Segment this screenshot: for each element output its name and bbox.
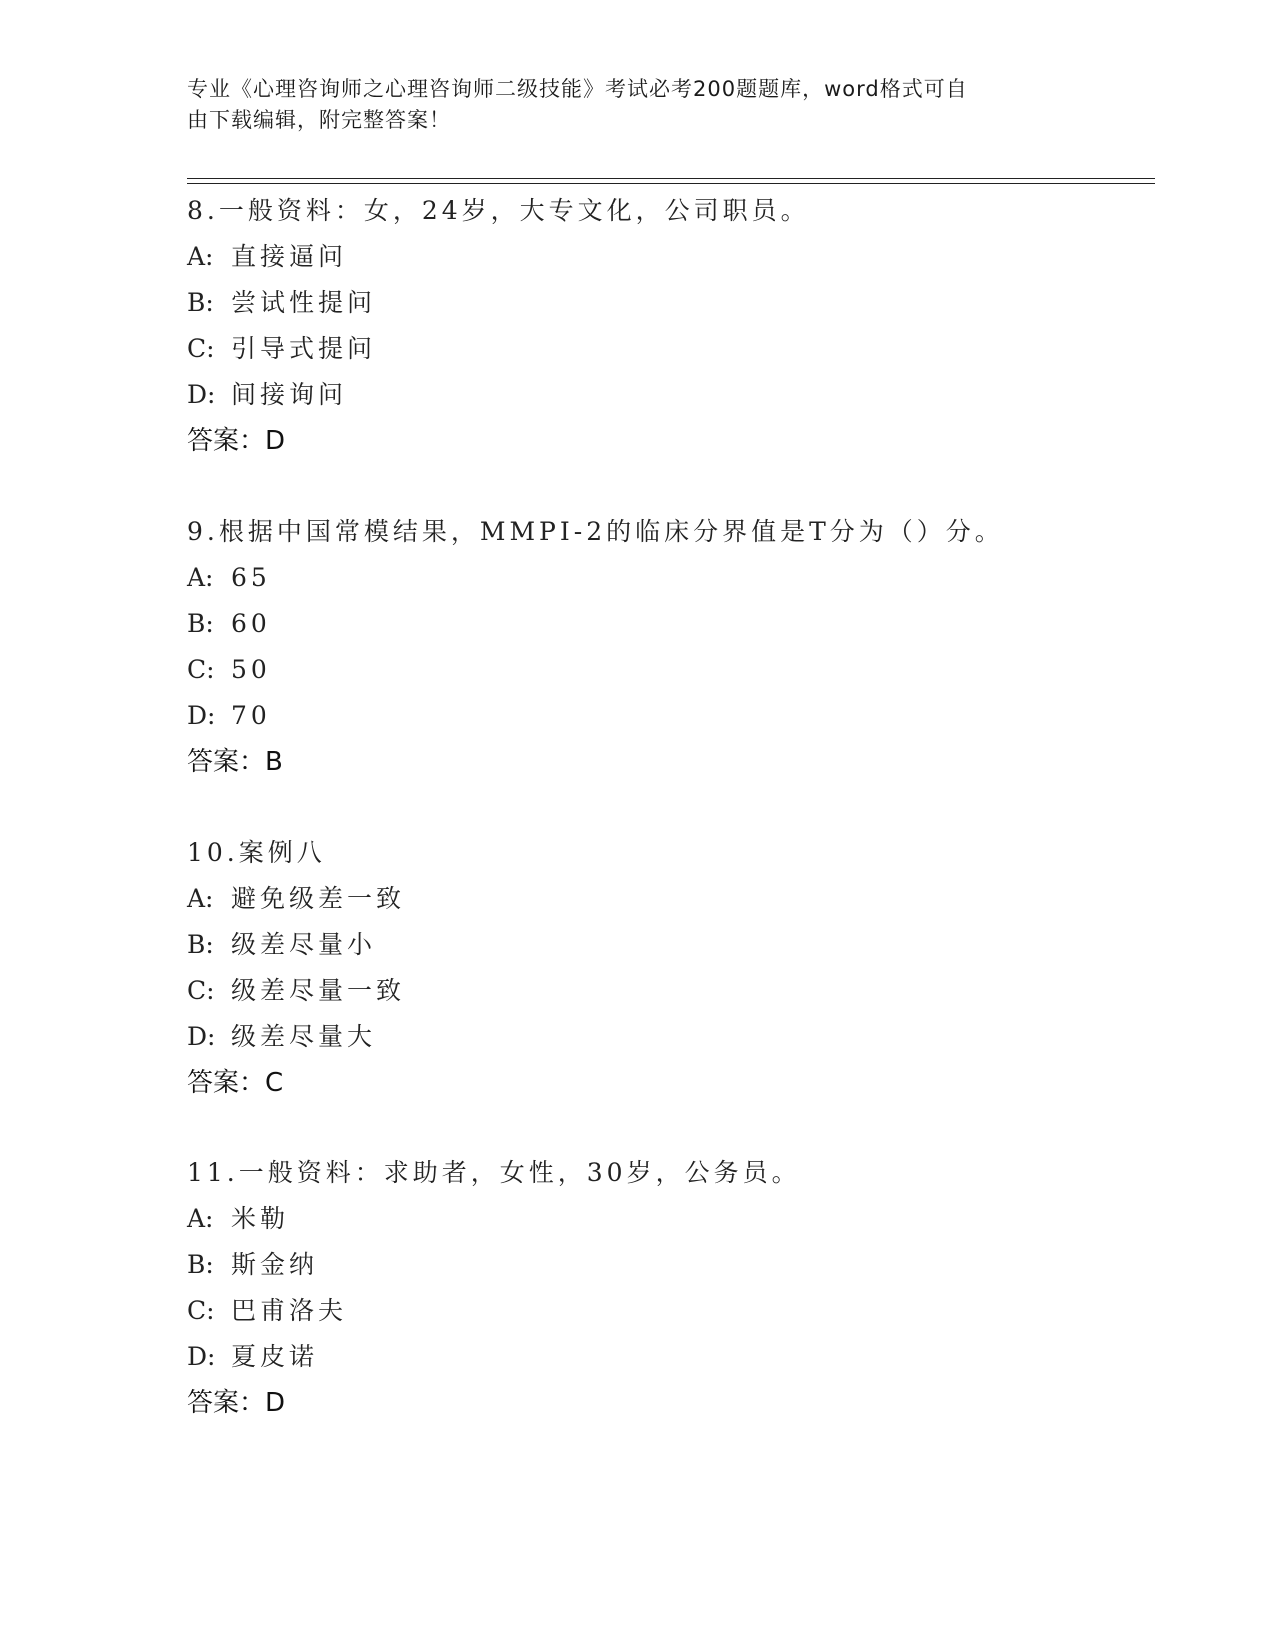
option-text: 避免级差一致 [231, 884, 406, 913]
option-text: 60 [231, 609, 271, 638]
question-block [187, 1150, 1147, 1426]
option-text: 直接逼问 [231, 242, 348, 271]
option-text: 尝试性提问 [231, 288, 377, 317]
option-letter: C: [187, 655, 215, 684]
option-text: 间接询问 [231, 380, 348, 409]
option-letter: A: [187, 1204, 214, 1233]
question-block [187, 509, 1147, 785]
option-a [187, 1196, 1147, 1242]
option-letter: A: [187, 242, 214, 271]
option-text: 50 [231, 655, 271, 684]
option-letter: D: [187, 1342, 216, 1371]
answer-line: 答案：D [187, 1388, 286, 1418]
option-b [187, 280, 1147, 326]
option-a [187, 555, 1147, 601]
question-block [187, 830, 1147, 1106]
header-divider-top [187, 178, 1155, 179]
option-d [187, 1014, 1147, 1060]
question-stem: 9.根据中国常模结果，MMPI-2的临床分界值是T分为（）分。 [187, 517, 1004, 546]
option-a [187, 876, 1147, 922]
option-text: 级差尽量小 [231, 930, 377, 959]
option-a [187, 234, 1147, 280]
option-letter: D: [187, 701, 216, 730]
option-d [187, 693, 1147, 739]
option-text: 级差尽量大 [231, 1022, 377, 1051]
option-letter: B: [187, 288, 214, 317]
option-b [187, 601, 1147, 647]
option-letter: B: [187, 609, 214, 638]
option-d [187, 1334, 1147, 1380]
option-text: 斯金纳 [231, 1250, 319, 1279]
option-letter: A: [187, 884, 214, 913]
option-text: 65 [231, 563, 271, 592]
option-text: 夏皮诺 [231, 1342, 319, 1371]
option-c [187, 968, 1147, 1014]
option-letter: B: [187, 930, 214, 959]
option-letter: C: [187, 976, 215, 1005]
answer-line: 答案：D [187, 426, 286, 456]
option-text: 70 [231, 701, 271, 730]
option-text: 米勒 [231, 1204, 290, 1233]
header-divider-bottom [187, 183, 1155, 184]
option-letter: C: [187, 334, 215, 363]
option-text: 巴甫洛夫 [231, 1296, 348, 1325]
question-stem: 10.案例八 [187, 838, 326, 867]
option-text: 级差尽量一致 [231, 976, 406, 1005]
option-b [187, 922, 1147, 968]
option-c [187, 1288, 1147, 1334]
option-c [187, 647, 1147, 693]
header-line-2: 由下载编辑，附完整答案！ [187, 108, 451, 132]
option-b [187, 1242, 1147, 1288]
option-text: 引导式提问 [231, 334, 377, 363]
option-d [187, 372, 1147, 418]
question-stem: 11.一般资料：求助者，女性，30岁，公务员。 [187, 1158, 801, 1187]
question-stem: 8.一般资料：女，24岁，大专文化，公司职员。 [187, 196, 810, 225]
option-letter: A: [187, 563, 214, 592]
option-letter: D: [187, 380, 216, 409]
answer-line: 答案：B [187, 747, 283, 777]
answer-line: 答案：C [187, 1068, 284, 1098]
option-letter: B: [187, 1250, 214, 1279]
option-letter: C: [187, 1296, 215, 1325]
option-c [187, 326, 1147, 372]
document-header [187, 74, 1067, 136]
option-letter: D: [187, 1022, 216, 1051]
question-block [187, 188, 1147, 464]
header-line-1: 专业《心理咨询师之心理咨询师二级技能》考试必考200题题库，word格式可自 [187, 77, 968, 101]
